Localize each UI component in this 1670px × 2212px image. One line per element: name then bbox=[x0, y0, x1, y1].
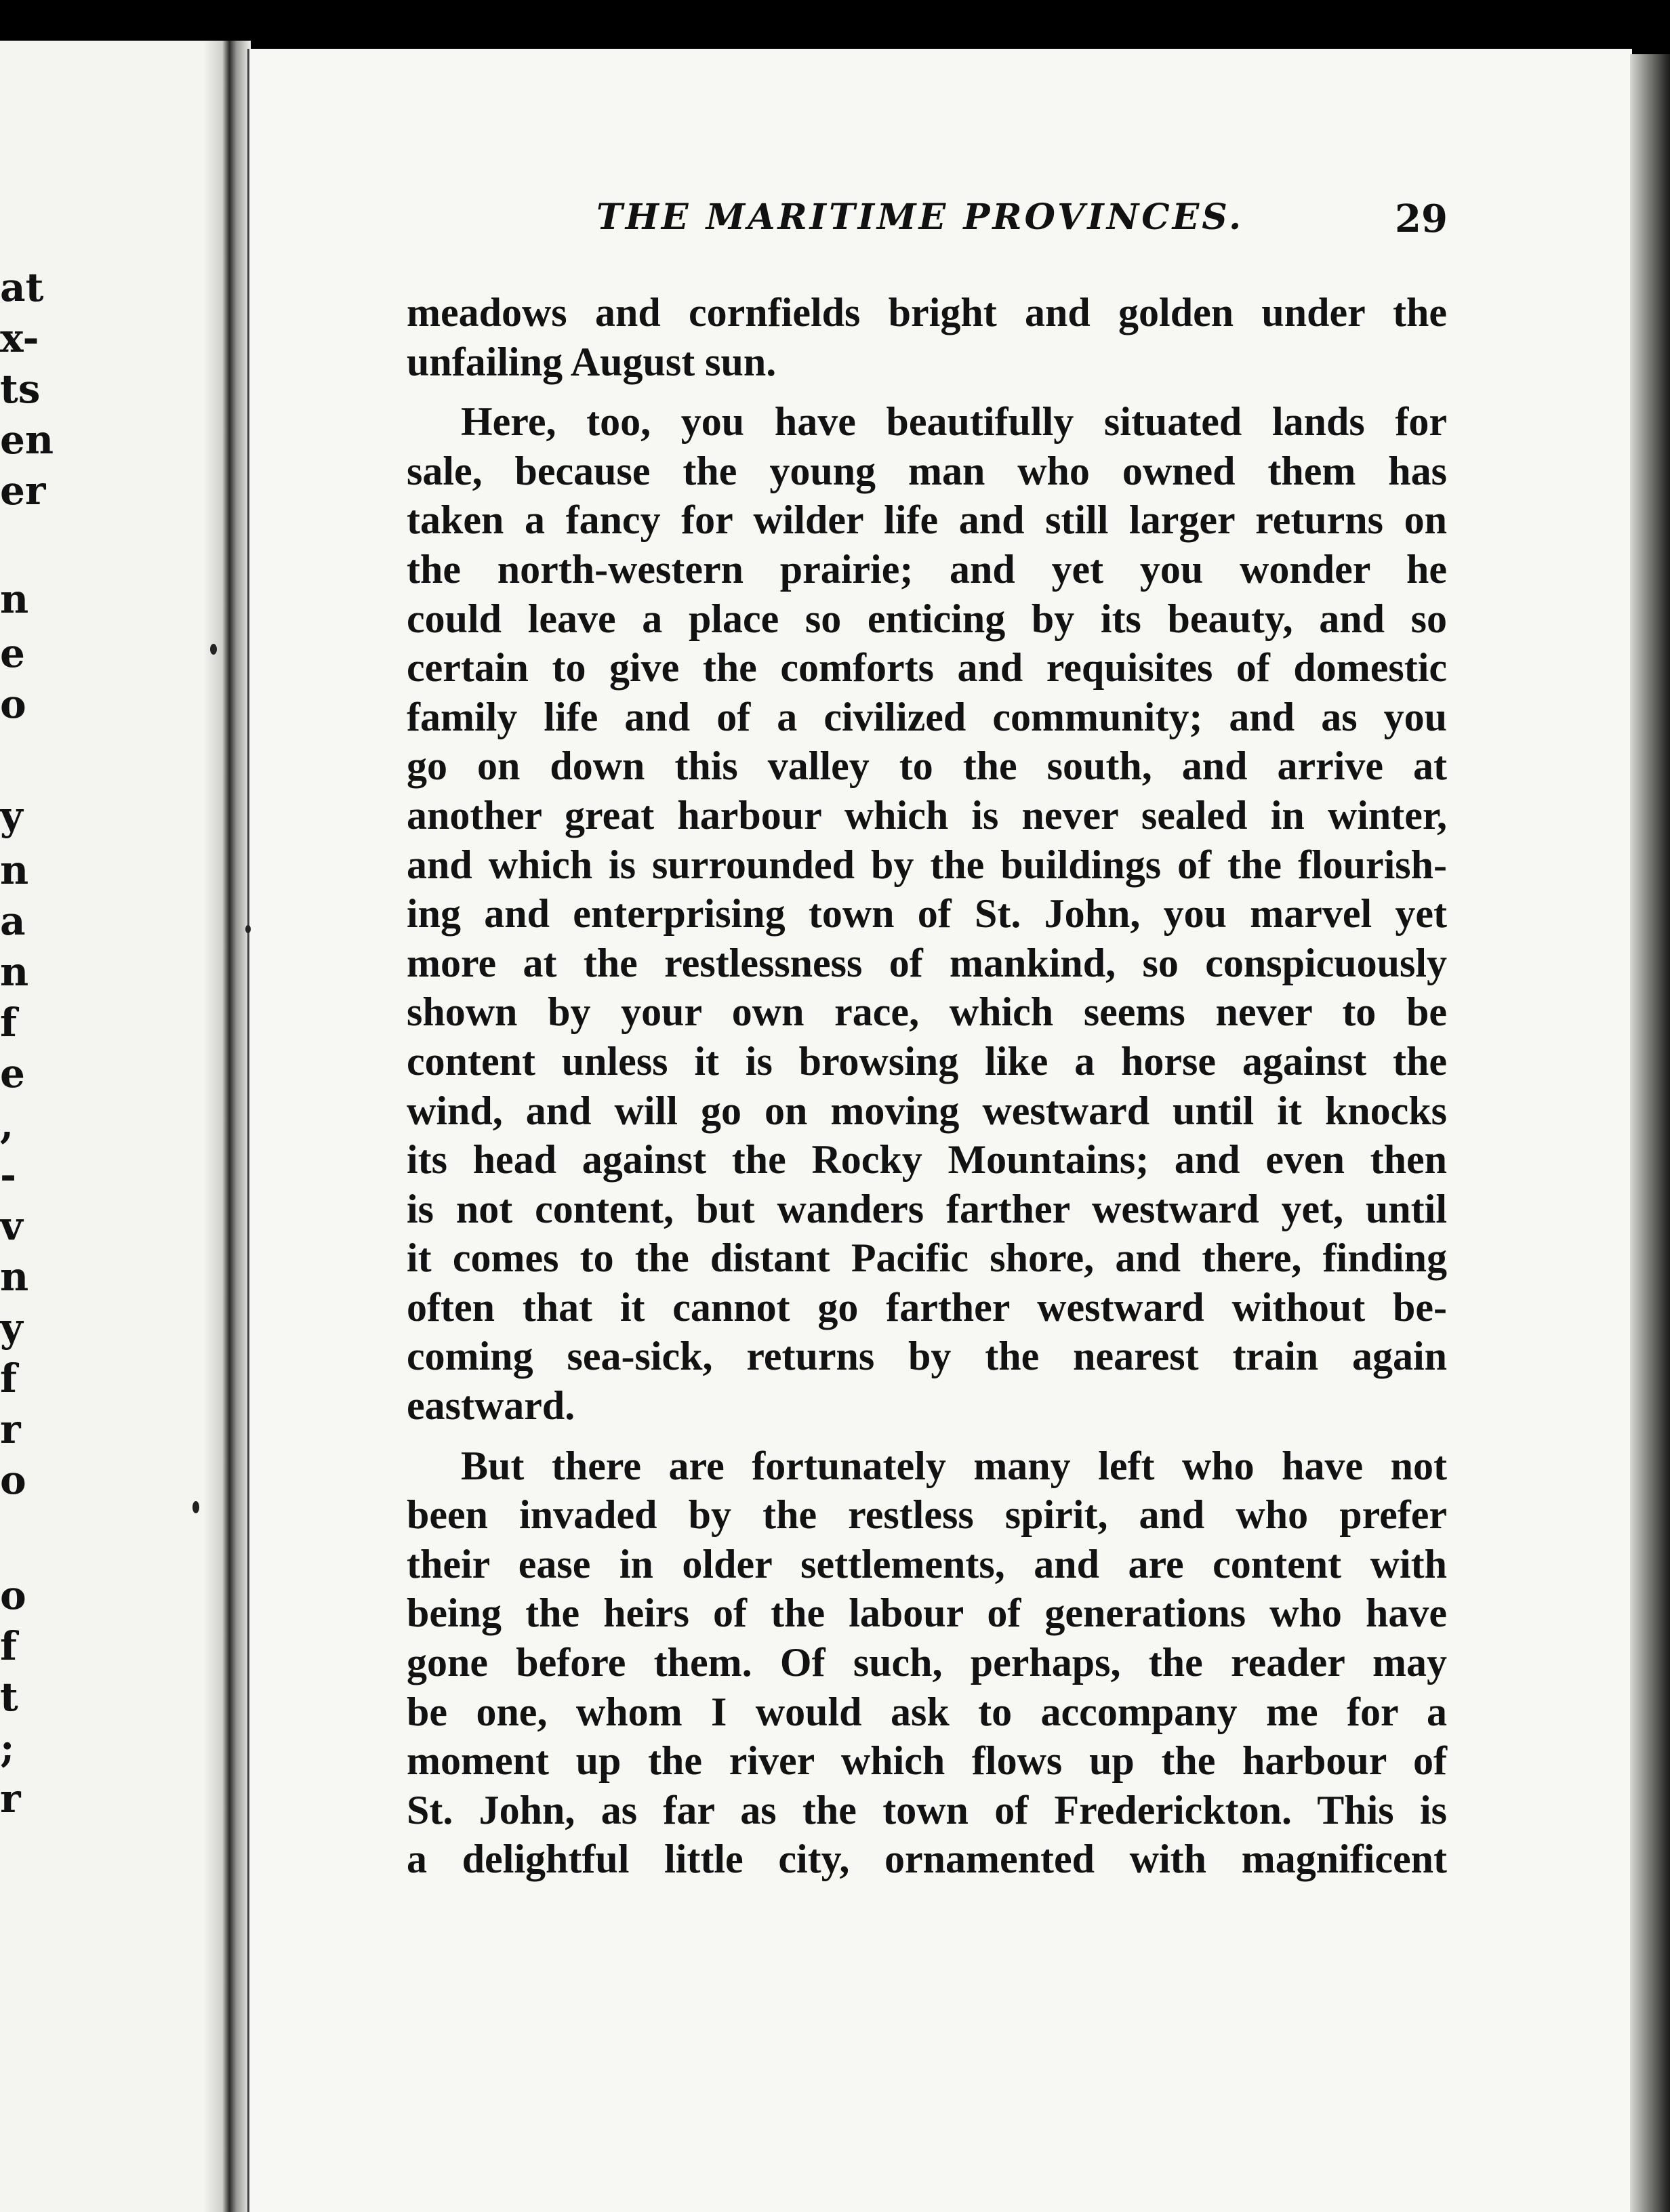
left-fragment: ; bbox=[0, 1725, 15, 1771]
paragraph bbox=[407, 288, 1447, 386]
left-fragment: a bbox=[0, 898, 26, 944]
text-line: more at the restlessness of mankind, so conspicuously bbox=[407, 940, 1447, 985]
text-line: But there are fortunately many left who have not bbox=[461, 1443, 1447, 1488]
left-fragment: ts bbox=[0, 366, 41, 412]
text-line: eastward. bbox=[407, 1383, 575, 1429]
text-line: been invaded by the restless spirit, and who prefer bbox=[407, 1492, 1447, 1538]
text-line: moment up the river which flows up the harbour of bbox=[407, 1738, 1447, 1784]
left-fragment: t bbox=[0, 1674, 18, 1720]
binding-dot bbox=[245, 925, 251, 933]
text-line: shown by your own race, which seems never to be bbox=[407, 989, 1447, 1035]
text-line: a delightful little city, ornamented with magnificent bbox=[407, 1837, 1447, 1882]
left-facing-page bbox=[0, 41, 230, 2212]
left-fragment: n bbox=[0, 847, 29, 893]
left-fragment: f bbox=[0, 1355, 17, 1401]
text-line: ing and enterprising town of St. John, you marvel yet bbox=[407, 891, 1447, 937]
running-head: THE MARITIME PROVINCES. bbox=[596, 197, 1244, 238]
left-fragment: en bbox=[0, 417, 54, 463]
text-line: it comes to the distant Pacific shore, and there, finding bbox=[407, 1235, 1447, 1281]
left-fragment: f bbox=[0, 1623, 17, 1669]
left-fragment: n bbox=[0, 1254, 29, 1300]
text-line: sale, because the young man who owned them has bbox=[407, 448, 1447, 493]
text-line: content unless it is browsing like a horse against the bbox=[407, 1038, 1447, 1084]
left-fragment: r bbox=[0, 1406, 21, 1452]
left-fragment: e bbox=[0, 630, 25, 676]
text-line: could leave a place so enticing by its beauty, and so bbox=[407, 596, 1447, 641]
text-line: gone before them. Of such, perhaps, the reader may bbox=[407, 1640, 1447, 1685]
binding-dot bbox=[192, 1501, 199, 1513]
paragraph bbox=[407, 397, 1447, 1430]
left-fragment: e bbox=[0, 1050, 25, 1097]
text-line: the north-western prairie; and yet you wonder he bbox=[407, 546, 1447, 592]
left-fragment: n bbox=[0, 576, 29, 622]
left-fragment: f bbox=[0, 1000, 17, 1046]
text-line: often that it cannot go farther westward without be- bbox=[407, 1284, 1447, 1330]
text-line: and which is surrounded by the buildings of the flourish- bbox=[407, 842, 1447, 887]
left-fragment: o bbox=[0, 681, 26, 727]
left-fragment: r bbox=[0, 1776, 21, 1822]
text-line: taken a fancy for wilder life and still larger returns on bbox=[407, 497, 1447, 543]
text-line: be one, whom I would ask to accompany me for a bbox=[407, 1689, 1447, 1734]
left-fragment: o bbox=[0, 1457, 26, 1503]
binding-dot bbox=[210, 644, 217, 655]
text-line: wind, and will go on moving westward until it knocks bbox=[407, 1088, 1447, 1133]
left-fragment: o bbox=[0, 1572, 26, 1618]
text-line: their ease in older settlements, and are content with bbox=[407, 1541, 1447, 1586]
text-line: certain to give the comforts and requisites of domestic bbox=[407, 645, 1447, 691]
text-line: another great harbour which is never sealed in winter, bbox=[407, 792, 1447, 838]
text-line: being the heirs of the labour of generations who have bbox=[407, 1591, 1447, 1636]
text-line: meadows and cornfields bright and golden under the bbox=[407, 290, 1447, 335]
left-fragment: at bbox=[0, 264, 44, 310]
text-line: its head against the Rocky Mountains; and even then bbox=[407, 1137, 1447, 1183]
text-line: go on down this valley to the south, and arrive at bbox=[407, 743, 1447, 789]
text-line: coming sea-sick, returns by the nearest train again bbox=[407, 1334, 1447, 1379]
text-line: St. John, as far as the town of Frederickton. This is bbox=[407, 1787, 1447, 1832]
left-fragment: y bbox=[0, 793, 23, 839]
paragraph bbox=[407, 1441, 1447, 1884]
body-text bbox=[407, 288, 1447, 1884]
text-line: unfailing August sun. bbox=[407, 339, 777, 384]
book-gutter bbox=[203, 41, 251, 2212]
left-fragment: er bbox=[0, 468, 46, 514]
text-line: Here, too, you have beautifully situated lands for bbox=[461, 399, 1447, 445]
left-fragment: y bbox=[0, 1305, 23, 1351]
left-fragment: v bbox=[0, 1203, 23, 1249]
left-fragment: - bbox=[0, 1152, 17, 1198]
page-edge-shadow bbox=[1630, 54, 1670, 2212]
text-line: family life and of a civilized community; and as you bbox=[407, 694, 1447, 739]
left-fragment: , bbox=[0, 1101, 14, 1147]
page-number: 29 bbox=[1395, 197, 1448, 241]
left-fragment: x- bbox=[0, 315, 39, 361]
left-fragment: n bbox=[0, 949, 29, 995]
text-line: is not content, but wanders farther westward yet, until bbox=[407, 1186, 1447, 1231]
